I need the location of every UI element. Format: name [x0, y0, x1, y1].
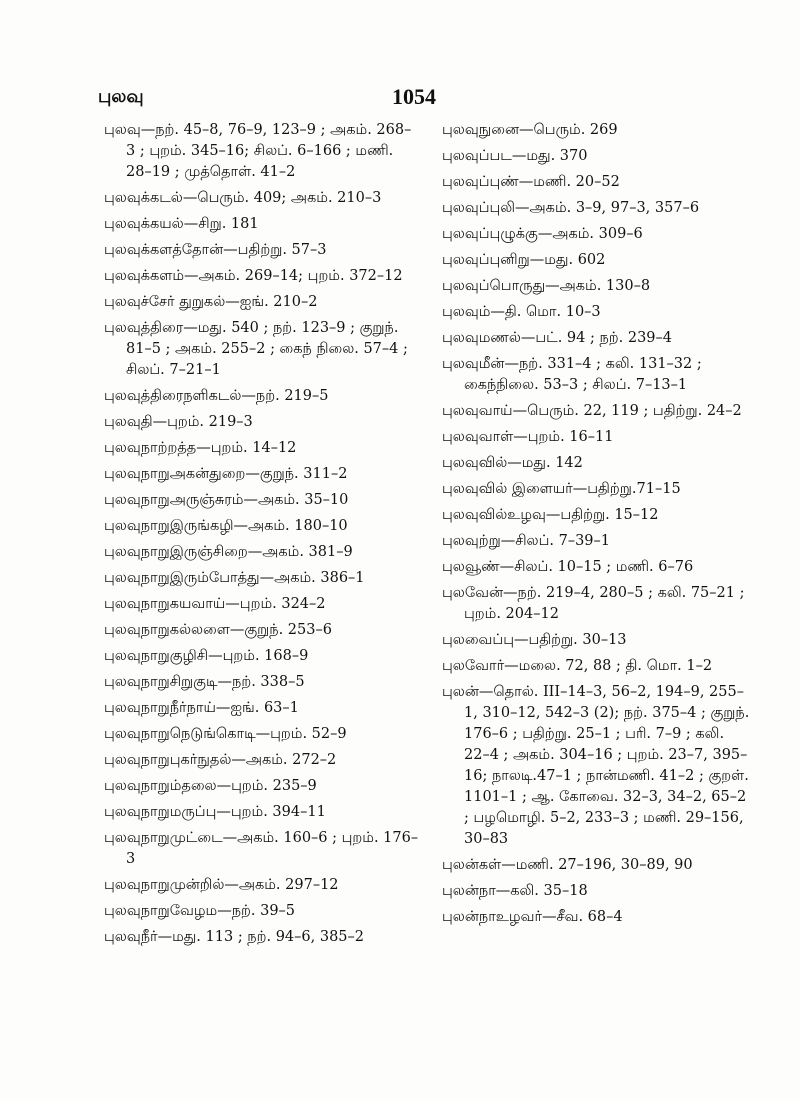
index-entry: புலவுநாறுமுன்றில்—அகம். 297–12 [104, 877, 339, 893]
left-column [104, 120, 420, 953]
index-entry: புலவுப்பொருது—அகம். 130–8 [442, 278, 651, 294]
index-entry: புலவுநாறுகல்லளை—குறுந். 253–6 [104, 622, 332, 638]
index-entry: புலவுப்புழுக்கு—அகம். 309–6 [442, 226, 643, 242]
index-entry: புலவுச்சேர் துறுகல்—ஐங். 210–2 [104, 294, 318, 310]
index-entry: புலவுவில் இளையர்—பதிற்று.71–15 [442, 481, 681, 497]
index-entry: புலவுவில்—மது. 142 [442, 455, 583, 471]
index-entry: புலவுவில்உழவு—பதிற்று. 15–12 [442, 507, 659, 523]
index-entry: புலவுமணல்—பட். 94 ; நற். 239–4 [442, 330, 673, 346]
running-head-word: புலவு [98, 86, 144, 107]
index-entry: புலவுத்திரை—மது. 540 ; நற். 123–9 ; குறுந். 81–5 ; அகம். 255–2 ; கைந் நிலை. 57–4 ; சிலப். 7–21–1 [104, 320, 408, 378]
index-entry: புலன்—தொல். III–14–3, 56–2, 194–9, 255–1, 310–12, 542–3 (2); நற். 375–4 ; குறுந். 176–6 ; பதிற்று. 25–1 ; பரி. 7–9 ; கலி. 22–4 ; அகம். 304–16 ; புறம். 23–7, 395–16; நாலடி.47–1 ; நான்மணி. 41–2 ; குறள். 1101–1 ; ஆ. கோவை. 32–3, 34–2, 65–2 ; பழமொழி. 5–2, 233–3 ; மணி. 29–156, 30–83 [442, 684, 750, 847]
index-entry: புலவுநாறுஅருஞ்சுரம்—அகம். 35–10 [104, 492, 349, 508]
index-entry: புலவுநுனை—பெரும். 269 [442, 122, 618, 138]
index-entry: புலவுநாறுஇரும்போத்து—அகம். 386–1 [104, 570, 365, 586]
index-entry: புலவுநாறுஅகன்துறை—குறுந். 311–2 [104, 466, 348, 482]
index-entry: புலவுமீன்—நற். 331–4 ; கலி. 131–32 ; கைந்நிலை. 53–3 ; சிலப். 7–13–1 [442, 356, 702, 393]
index-entry: புலவூண்—சிலப். 10–15 ; மணி. 6–76 [442, 559, 694, 575]
index-entry: புலவுநீர்—மது. 113 ; நற். 94–6, 385–2 [104, 929, 364, 945]
index-entry: புலவுத்திரைநளிகடல்—நற். 219–5 [104, 388, 329, 404]
index-entry: புலவுவாள்—புறம். 16–11 [442, 429, 614, 445]
index-entry: புலவுதி—புறம். 219–3 [104, 414, 253, 430]
index-entry: புலன்நா—கலி. 35–18 [442, 883, 588, 899]
index-entry: புலவோர்—மலை. 72, 88 ; தி. மொ. 1–2 [442, 658, 713, 674]
index-entry: புலவுநாறுசிறுகுடி—நற். 338–5 [104, 674, 305, 690]
index-entry: புலவுற்று—சிலப். 7–39–1 [442, 533, 610, 549]
index-entry: புலவுக்களத்தோன்—பதிற்று. 57–3 [104, 242, 327, 258]
index-entry: புலவுப்பட—மது. 370 [442, 148, 588, 164]
index-entry: புலவுநாறுவேழம—நற். 39–5 [104, 903, 296, 919]
right-column [442, 120, 752, 933]
index-entry: புலன்கள்—மணி. 27–196, 30–89, 90 [442, 857, 693, 873]
index-entry: புலவுநாறுமருப்பு—புறம். 394–11 [104, 804, 326, 820]
index-entry: புலவும்—தி. மொ. 10–3 [442, 304, 601, 320]
index-entry: புலவுநாறுகயவாய்—புறம். 324–2 [104, 596, 326, 612]
index-entry: புலவுநாறுமுட்டை—அகம். 160–6 ; புறம். 176–3 [104, 830, 419, 867]
index-entry: புலவுநாறும்தலை—புறம். 235–9 [104, 778, 317, 794]
index-entry: புலவுநாறுகுழிசி—புறம். 168–9 [104, 648, 309, 664]
index-entry: புலவுநாறுநெடுங்கொடி—புறம். 52–9 [104, 726, 347, 742]
index-entry: புலவேன்—நற். 219–4, 280–5 ; கலி. 75–21 ; புறம். 204–12 [442, 585, 745, 622]
index-entry: புலவுக்கயல்—சிறு. 181 [104, 216, 259, 232]
index-entry: புலவுநாறுநீர்நாய்—ஐங். 63–1 [104, 700, 299, 716]
index-entry: புலவுப்புலி—அகம். 3–9, 97–3, 357–6 [442, 200, 700, 216]
index-entry: புலவுக்களம்—அகம். 269–14; புறம். 372–12 [104, 268, 403, 284]
page-number: 1054 [392, 84, 436, 109]
index-entry: புலவுநாறுஇருங்கழி—அகம். 180–10 [104, 518, 348, 534]
index-entry: புலவைப்பு—பதிற்று. 30–13 [442, 632, 627, 648]
index-entry: புலவுநாற்றத்த—புறம். 14–12 [104, 440, 297, 456]
index-entry: புலவுநாறுஇருஞ்சிறை—அகம். 381–9 [104, 544, 353, 560]
index-entry: புலவுவாய்—பெரும். 22, 119 ; பதிற்று. 24–2 [442, 403, 742, 419]
index-entry: புலவுக்கடல்—பெரும். 409; அகம். 210–3 [104, 190, 382, 206]
index-entry: புலவுநாறுபுகர்நுதல்—அகம். 272–2 [104, 752, 337, 768]
index-entry: புலவுப்புண்—மணி. 20–52 [442, 174, 620, 190]
index-entry: புலவு—நற். 45–8, 76–9, 123–9 ; அகம். 268–3 ; புறம். 345–16; சிலப். 6–166 ; மணி. 28–19 ; முத்தொள். 41–2 [104, 122, 412, 180]
index-entry: புலன்நாஉழவர்—சீவ. 68–4 [442, 909, 623, 925]
index-entry: புலவுப்புனிறு—மது. 602 [442, 252, 606, 268]
